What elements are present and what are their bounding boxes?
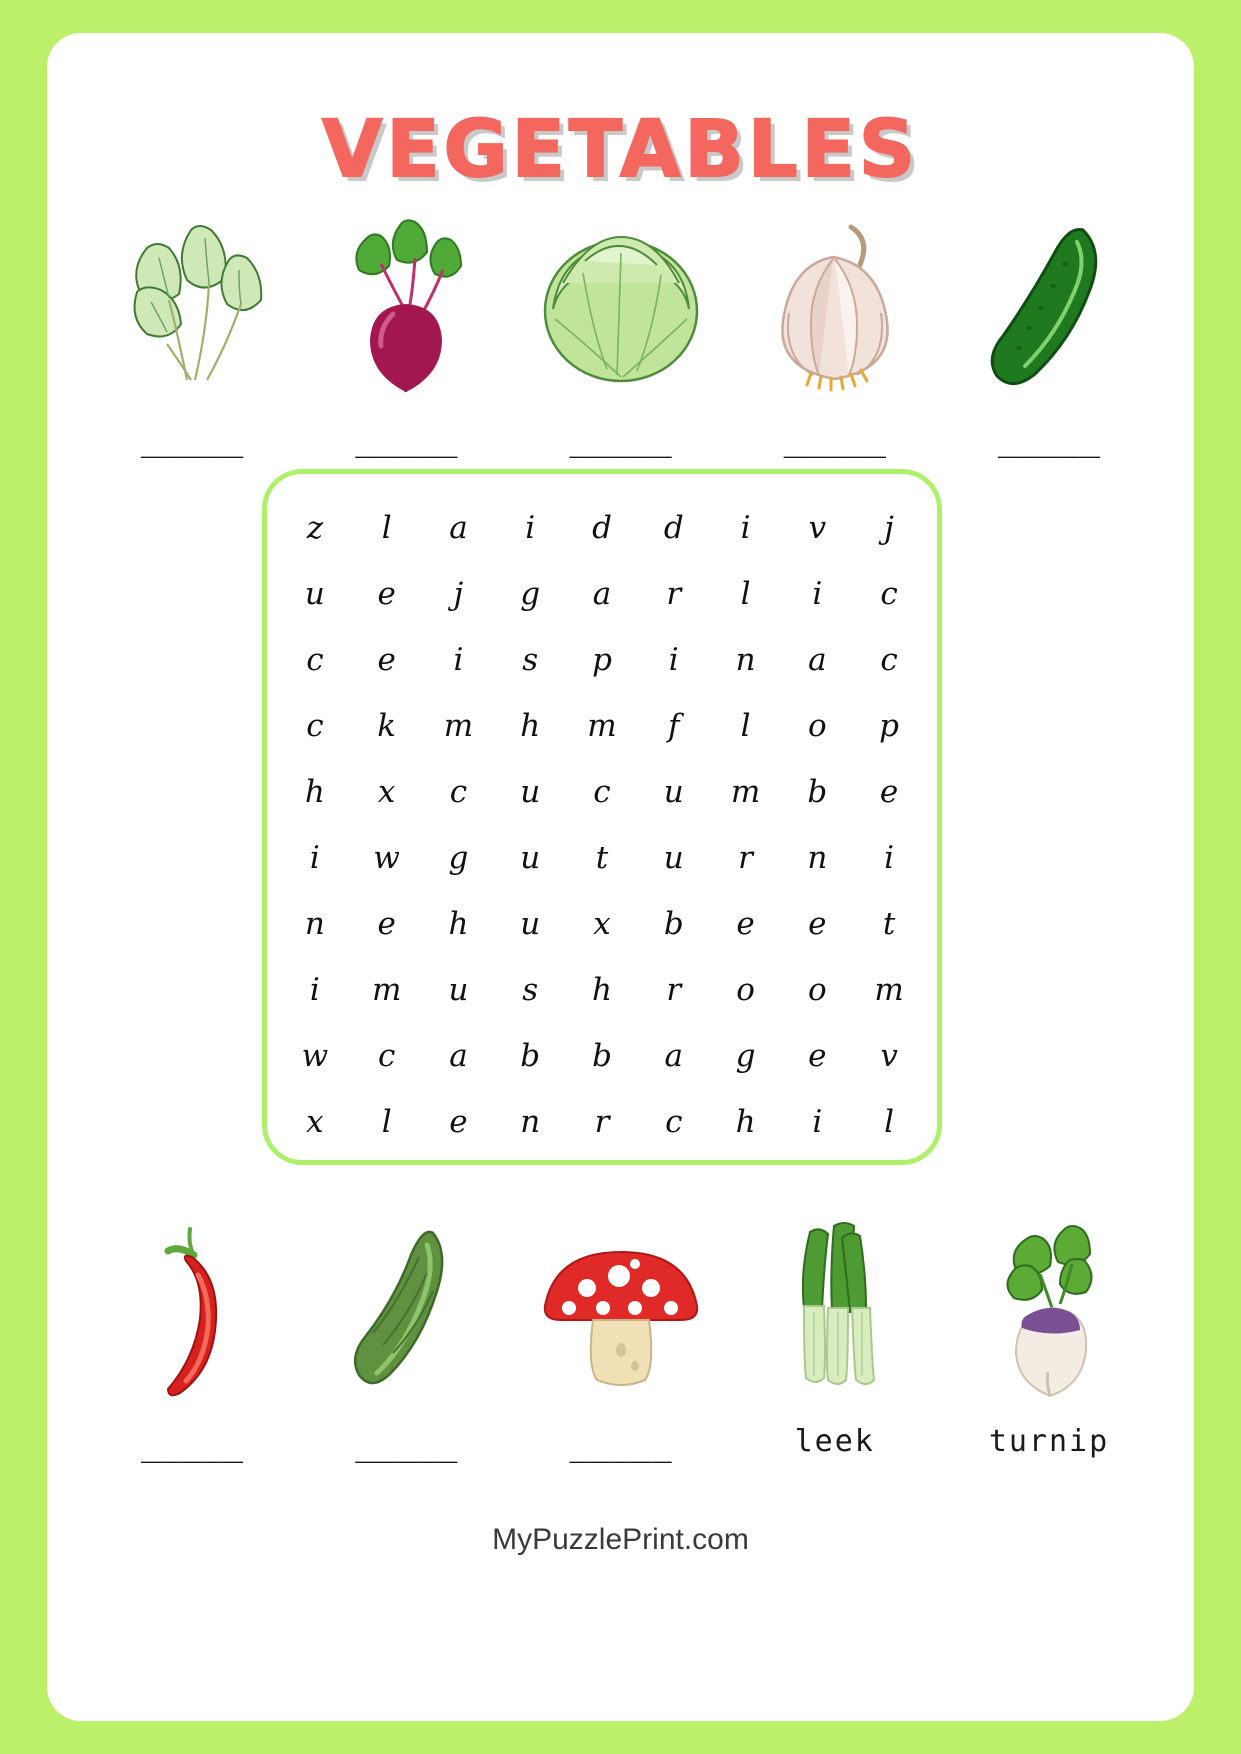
chard-icon bbox=[92, 203, 292, 403]
grid-cell: g bbox=[448, 840, 469, 876]
picture-item-cabbage bbox=[521, 203, 721, 459]
grid-cell: m bbox=[587, 708, 617, 744]
grid-cell: b bbox=[663, 906, 684, 942]
grid-cell: v bbox=[808, 510, 827, 546]
grid-cell: i bbox=[740, 510, 751, 546]
picture-label: _____ bbox=[783, 419, 886, 459]
grid-cell: c bbox=[593, 774, 611, 810]
grid-cell: i bbox=[525, 510, 536, 546]
grid-cell: t bbox=[595, 840, 609, 876]
grid-cell: i bbox=[884, 840, 895, 876]
picture-label: leek bbox=[794, 1424, 875, 1459]
picture-label: _____ bbox=[355, 419, 458, 459]
grid-cell: i bbox=[812, 1104, 823, 1140]
zucchini-icon bbox=[306, 1208, 506, 1408]
grid-cell: h bbox=[304, 774, 325, 810]
grid-cell: r bbox=[666, 576, 682, 612]
picture-label: turnip bbox=[988, 1424, 1110, 1459]
grid-cell: z bbox=[306, 510, 324, 546]
grid-cell: l bbox=[740, 708, 751, 744]
grid-cell: h bbox=[735, 1104, 756, 1140]
grid-cell: n bbox=[520, 1104, 541, 1140]
grid-cell: x bbox=[593, 906, 611, 942]
grid-cell: n bbox=[304, 906, 325, 942]
top-picture-row bbox=[92, 203, 1149, 459]
picture-label: _____ bbox=[997, 419, 1101, 459]
grid-cell: m bbox=[371, 972, 402, 1008]
grid-cell: u bbox=[663, 774, 684, 810]
grid-cell: e bbox=[377, 642, 396, 678]
grid-cell: l bbox=[740, 576, 751, 612]
grid-cell: w bbox=[301, 1038, 329, 1074]
grid-cell: c bbox=[665, 1104, 683, 1140]
grid-cell: e bbox=[377, 576, 396, 612]
grid-cell: t bbox=[882, 906, 896, 942]
grid-cell: u bbox=[663, 840, 684, 876]
grid-cell: x bbox=[306, 1104, 324, 1140]
grid-cell: s bbox=[522, 642, 539, 678]
grid-cell: h bbox=[592, 972, 612, 1008]
grid-cell: h bbox=[520, 708, 541, 744]
beet-icon bbox=[306, 203, 506, 403]
grid-cell: m bbox=[730, 774, 761, 810]
chili-pepper-icon bbox=[92, 1208, 292, 1408]
grid-cell: g bbox=[520, 576, 541, 612]
grid-cell: s bbox=[522, 972, 539, 1008]
grid-cell: r bbox=[594, 1104, 610, 1140]
picture-item-cucumber bbox=[949, 203, 1149, 459]
picture-label: _____ bbox=[569, 1424, 672, 1464]
grid-cell: a bbox=[449, 1038, 468, 1074]
bottom-picture-row bbox=[92, 1208, 1149, 1464]
grid-cell: c bbox=[306, 642, 324, 678]
grid-cell: e bbox=[808, 1038, 827, 1074]
grid-cell: c bbox=[377, 1038, 396, 1074]
cabbage-icon bbox=[521, 203, 721, 403]
picture-item-garlic bbox=[735, 203, 935, 459]
picture-item-turnip bbox=[949, 1208, 1149, 1464]
page-title: VEGETABLES bbox=[321, 105, 920, 195]
turnip-icon bbox=[949, 1208, 1149, 1408]
site-credit: MyPuzzlePrint.com bbox=[492, 1523, 749, 1556]
mushroom-icon bbox=[521, 1208, 721, 1408]
grid-cell: u bbox=[520, 840, 541, 876]
grid-cell: x bbox=[377, 774, 396, 810]
picture-item-chili bbox=[92, 1208, 292, 1464]
grid-cell: a bbox=[449, 510, 468, 546]
grid-cell: i bbox=[309, 840, 320, 876]
grid-cell: l bbox=[884, 1104, 895, 1140]
grid-cell: a bbox=[664, 1038, 683, 1074]
grid-cell: j bbox=[453, 576, 464, 612]
grid-cell: e bbox=[377, 906, 396, 942]
grid-cell: b bbox=[807, 774, 828, 810]
grid-cell: c bbox=[880, 642, 898, 678]
picture-label: _____ bbox=[140, 419, 244, 459]
grid-cell: u bbox=[520, 906, 541, 942]
grid-cell: e bbox=[449, 1104, 468, 1140]
grid-cell: u bbox=[520, 774, 541, 810]
worksheet-page bbox=[47, 33, 1194, 1721]
grid-cell: d bbox=[663, 510, 684, 546]
word-search-grid bbox=[279, 495, 925, 1155]
grid-cell: m bbox=[443, 708, 474, 744]
grid-cell: i bbox=[812, 576, 823, 612]
grid-cell: o bbox=[736, 972, 755, 1008]
grid-cell: f bbox=[668, 708, 680, 744]
grid-cell: c bbox=[449, 774, 468, 810]
picture-item-chard bbox=[92, 203, 292, 459]
grid-cell: w bbox=[373, 840, 400, 876]
picture-label: _____ bbox=[140, 1424, 244, 1464]
picture-label: _____ bbox=[355, 1424, 458, 1464]
picture-item-leek bbox=[735, 1208, 935, 1464]
picture-label: _____ bbox=[569, 419, 672, 459]
grid-cell: i bbox=[453, 642, 464, 678]
grid-cell: c bbox=[880, 576, 898, 612]
grid-cell: e bbox=[879, 774, 899, 810]
grid-cell: c bbox=[306, 708, 324, 744]
grid-cell: g bbox=[735, 1038, 756, 1074]
grid-cell: v bbox=[880, 1038, 898, 1074]
picture-item-zucchini bbox=[306, 1208, 506, 1464]
grid-cell: k bbox=[377, 708, 397, 744]
grid-cell: o bbox=[807, 708, 827, 744]
grid-cell: b bbox=[592, 1038, 612, 1074]
grid-cell: i bbox=[668, 642, 679, 678]
grid-cell: i bbox=[309, 972, 320, 1008]
garlic-icon bbox=[735, 203, 935, 403]
picture-item-mushroom bbox=[521, 1208, 721, 1464]
grid-cell: j bbox=[884, 510, 894, 546]
grid-cell: m bbox=[874, 972, 904, 1008]
grid-cell: e bbox=[736, 906, 755, 942]
grid-cell: a bbox=[592, 576, 612, 612]
grid-cell: e bbox=[808, 906, 827, 942]
grid-cell: l bbox=[381, 1104, 392, 1140]
grid-cell: n bbox=[735, 642, 756, 678]
grid-cell: a bbox=[808, 642, 827, 678]
grid-cell: p bbox=[879, 708, 900, 744]
grid-cell: b bbox=[520, 1038, 541, 1074]
grid-cell: l bbox=[381, 510, 392, 546]
grid-cell: u bbox=[448, 972, 469, 1008]
grid-cell: p bbox=[592, 642, 612, 678]
cucumber-icon bbox=[949, 203, 1149, 403]
grid-cell: o bbox=[807, 972, 827, 1008]
grid-cell: h bbox=[448, 906, 469, 942]
leek-icon bbox=[735, 1208, 935, 1408]
grid-cell: d bbox=[592, 510, 612, 546]
grid-cell: n bbox=[807, 840, 828, 876]
grid-cell: u bbox=[304, 576, 325, 612]
grid-cell: r bbox=[738, 840, 753, 876]
grid-cell: r bbox=[666, 972, 682, 1008]
picture-item-beet bbox=[306, 203, 506, 459]
